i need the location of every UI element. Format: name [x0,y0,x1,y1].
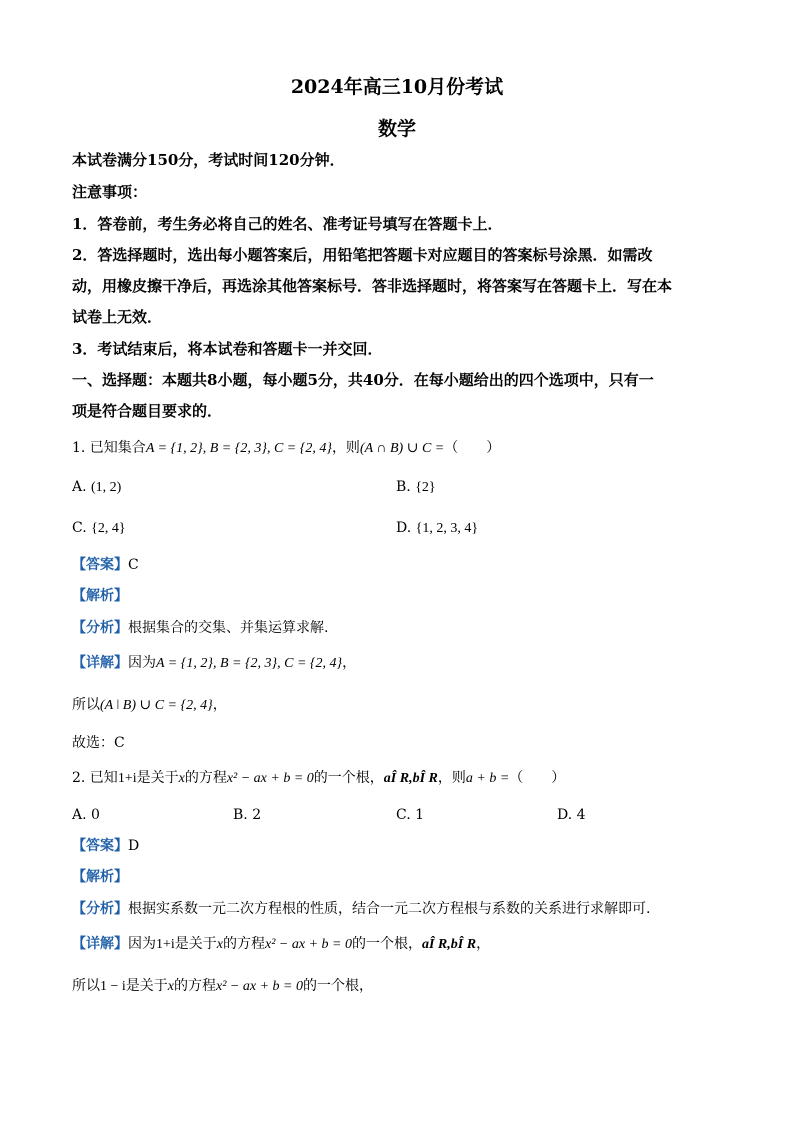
q2-text-4: ，则 [437,770,466,786]
q2-so [72,976,373,997]
q1-option-a-label: A. [72,479,87,495]
q2-analysis [72,867,128,887]
q2-paren: （ ） [509,770,566,786]
q2-detail-root: 1+i [156,937,175,952]
q1-answer-value: C [128,557,139,573]
note-3: 3．考试结束后，将本试卷和答题卡一并交回． [72,340,383,358]
q1-so-pre: 所以 [72,697,100,713]
q2-answer [72,836,139,856]
q2-so-var: x [167,979,175,994]
q2-so-text-1: 是关于 [125,978,168,994]
q1-sets: A = {1, 2}, B = {2, 3}, C = {2, 4} [145,441,332,456]
q2-analysis-tag: 【解析】 [72,869,128,885]
q1-option-d [396,518,478,539]
q2-text-1: 是关于 [136,770,179,786]
q2-option-d: D. 4 [557,807,586,823]
q2-text-3: 的一个根， [313,770,384,786]
q2-option-b: B. 2 [233,807,262,823]
q2-detail-var: x [216,937,224,952]
q1-answer [72,555,139,575]
q2-so-root: 1 − i [100,979,126,994]
q1-so-post: ， [212,697,227,713]
q1-analysis [72,586,128,606]
exam-title: 2024年高三10月份考试 [290,76,504,98]
q2-text-2: 的方程 [184,770,227,786]
q1-fenxi-tag: 【分析】 [72,620,128,636]
q2-answer-tag: 【答案】 [72,838,128,854]
q1-option-b [396,477,436,498]
q1-detail [72,653,356,674]
q1-mid: ，则 [331,440,360,456]
q1-detail-pre: 因为 [128,655,156,671]
q1-option-c [72,518,126,539]
q1-paren: （ ） [444,440,501,456]
q2-detail-tag: 【详解】 [72,936,128,952]
q2-detail-pre: 因为 [128,936,156,952]
q2-fenxi-tag: 【分析】 [72,901,128,917]
q1-so [72,695,227,716]
q1-detail-tag: 【详解】 [72,655,128,671]
q2-prefix: 2. 已知 [72,770,118,786]
q2-fenxi-text: 根据实系数一元二次方程根的性质，结合一元二次方程根与系数的关系进行求解即可. [128,901,651,917]
q2-so-pre: 所以 [72,978,100,994]
q2-option-a: A. 0 [72,807,100,823]
q2-detail-equation: x² − ax + b = 0 [265,937,352,952]
q2-detail-text-3: 的一个根， [351,936,422,952]
note-2-line-2: 动，用橡皮擦干净后，再选涂其他答案标号．答非选择题时，将答案写在答题卡上．写在本 [72,277,673,295]
q1-expression: (A ∩ B) ∪ C = [359,441,445,456]
q2-condition: aÎ R,bÎ R [383,771,438,786]
q1-option-a-text: (1, 2) [91,480,122,495]
q1-option-b-label: B. [396,479,411,495]
q2-so-text-3: 的一个根， [302,978,373,994]
exam-subject: 数学 [377,118,416,140]
notes-title: 注意事项： [72,183,148,201]
q1-choose: 故选：C [72,735,125,751]
q1-option-c-label: C. [72,520,87,536]
q2-root: 1+i [117,771,137,786]
q1-detail-post: ， [342,655,357,671]
q1-detail-sets: A = {1, 2}, B = {2, 3}, C = {2, 4} [156,656,343,671]
q1-fenxi-text: 根据集合的交集、并集运算求解. [128,620,329,636]
q2-detail-text-2: 的方程 [223,936,266,952]
q1-answer-tag: 【答案】 [72,557,128,573]
note-1: 1．答卷前，考生务必将自己的姓名、准考证号填写在答题卡上． [72,215,503,233]
q2-fenxi [72,899,650,919]
question-1 [72,438,500,459]
q1-option-d-label: D. [396,520,412,536]
q1-option-a [72,477,121,498]
q2-equation: x² − ax + b = 0 [226,771,314,786]
section-1-line-2: 项是符合题目要求的． [72,402,223,420]
q1-fenxi [72,618,328,638]
question-2 [72,768,565,789]
note-2-line-3: 试卷上无效． [72,308,163,326]
q2-target: a + b = [465,771,510,786]
q2-detail-condition: aÎ R,bÎ R [421,937,477,952]
q2-detail [72,934,490,955]
q2-detail-post: ， [476,936,491,952]
score-line: 本试卷满分150分，考试时间120分钟． [72,151,345,169]
q1-analysis-tag: 【解析】 [72,588,128,604]
q2-var: x [178,771,185,786]
q1-option-b-text: {2} [415,480,436,495]
q2-so-text-2: 的方程 [174,978,217,994]
q1-option-c-text: {2, 4} [91,521,126,536]
q2-answer-value: D [128,838,140,854]
note-2-line-1: 2．答选择题时，选出每小题答案后，用铅笔把答题卡对应题目的答案标号涂黑．如需改 [72,246,653,264]
q2-so-equation: x² − ax + b = 0 [216,979,303,994]
q1-option-d-text: {1, 2, 3, 4} [415,521,479,536]
q2-option-c: C. 1 [396,807,425,823]
q2-detail-text-1: 是关于 [174,936,217,952]
q1-so-expression: (A ǀ B) ∪ C = {2, 4} [100,698,213,713]
section-1-line-1: 一、选择题：本题共8小题，每小题5分，共40分．在每小题给出的四个选项中，只有一 [72,371,654,389]
q1-prefix: 1. 已知集合 [72,440,146,456]
